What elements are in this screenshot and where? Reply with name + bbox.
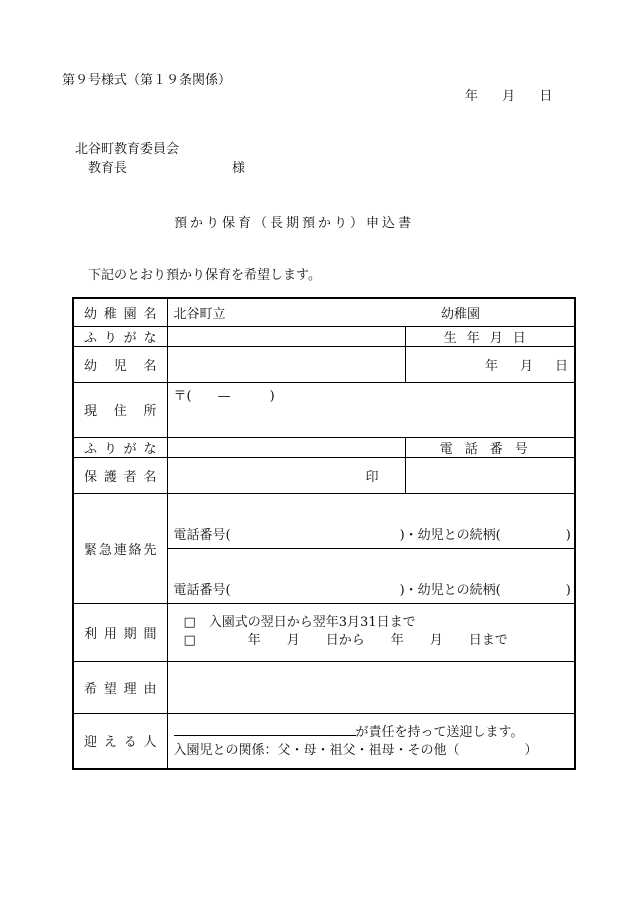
intro-text: 下記のとおり預かり保育を希望します。 bbox=[88, 268, 321, 283]
application-form-table bbox=[72, 297, 576, 770]
kindergarten-label: 幼稚園名 bbox=[73, 298, 167, 326]
date-day: 日 bbox=[539, 89, 553, 104]
row-reason bbox=[73, 661, 575, 713]
birthdate-header: 生年月日 bbox=[405, 326, 575, 346]
pickup-label: 迎える人 bbox=[73, 713, 167, 769]
row-child-furigana bbox=[73, 326, 575, 346]
guardian-label: 保護者名 bbox=[73, 457, 167, 493]
date-month: 月 bbox=[502, 89, 516, 104]
pickup-line-2[interactable]: 入園児との関係：父・母・祖父・祖母・その他（ ） bbox=[173, 742, 538, 758]
child-furigana-field[interactable] bbox=[167, 326, 405, 346]
emergency-field bbox=[167, 493, 575, 603]
seal-mark: 印 bbox=[365, 469, 379, 485]
postal-code: 〒( — ) bbox=[173, 388, 275, 404]
address-label: 現住所 bbox=[73, 382, 167, 437]
birth-month: 月 bbox=[519, 358, 533, 374]
period-option-1[interactable]: □ 入園式の翌日から翌年3月31日まで bbox=[183, 615, 416, 630]
address-field[interactable] bbox=[167, 382, 575, 437]
guardian-furigana-field[interactable] bbox=[167, 437, 405, 457]
birth-year: 年 bbox=[484, 358, 498, 374]
kindergarten-suffix: 幼稚園 bbox=[441, 306, 481, 322]
emergency-line-2[interactable]: 電話番号( )・幼児との続柄( ) bbox=[173, 582, 571, 598]
reason-label: 希望理由 bbox=[73, 661, 167, 713]
row-address bbox=[73, 382, 575, 437]
birthdate-field[interactable] bbox=[405, 346, 575, 382]
guardian-field[interactable] bbox=[167, 457, 405, 493]
row-guardian-furigana bbox=[73, 437, 575, 457]
pickup-field bbox=[167, 713, 575, 769]
row-emergency bbox=[73, 493, 575, 603]
row-child-name bbox=[73, 346, 575, 382]
pickup-line-1[interactable]: が責任を持って送迎します。 bbox=[168, 722, 575, 742]
kindergarten-prefix: 北谷町立 bbox=[173, 306, 226, 322]
addressee-title: 教育長 bbox=[88, 161, 128, 176]
phone-header: 電話番号 bbox=[405, 437, 575, 457]
row-kindergarten bbox=[73, 298, 575, 326]
period-field bbox=[167, 603, 575, 661]
addressee-org: 北谷町教育委員会 bbox=[75, 142, 180, 157]
form-number: 第９号様式（第１９条関係） bbox=[62, 73, 232, 88]
emergency-line-1[interactable]: 電話番号( )・幼児との続柄( ) bbox=[168, 494, 575, 549]
child-name-field[interactable] bbox=[167, 346, 405, 382]
period-option-2[interactable]: □ 年 月 日から 年 月 日まで bbox=[183, 633, 508, 648]
reason-field[interactable] bbox=[167, 661, 575, 713]
guardian-furigana-label: ふりがな bbox=[73, 437, 167, 457]
emergency-label: 緊急連絡先 bbox=[73, 493, 167, 603]
row-pickup bbox=[73, 713, 575, 769]
child-name-label: 幼児名 bbox=[73, 346, 167, 382]
period-label: 利用期間 bbox=[73, 603, 167, 661]
document-title: 預かり保育（長期預かり）申込書 bbox=[174, 216, 415, 231]
date-year: 年 bbox=[465, 89, 479, 104]
phone-field[interactable] bbox=[405, 457, 575, 493]
row-period bbox=[73, 603, 575, 661]
addressee-honorific: 様 bbox=[232, 161, 246, 176]
kindergarten-field[interactable] bbox=[167, 298, 575, 326]
pickup-name-blank[interactable] bbox=[174, 722, 356, 736]
child-furigana-label: ふりがな bbox=[73, 326, 167, 346]
row-guardian bbox=[73, 457, 575, 493]
birth-day: 日 bbox=[555, 358, 569, 374]
date-line bbox=[465, 85, 552, 104]
